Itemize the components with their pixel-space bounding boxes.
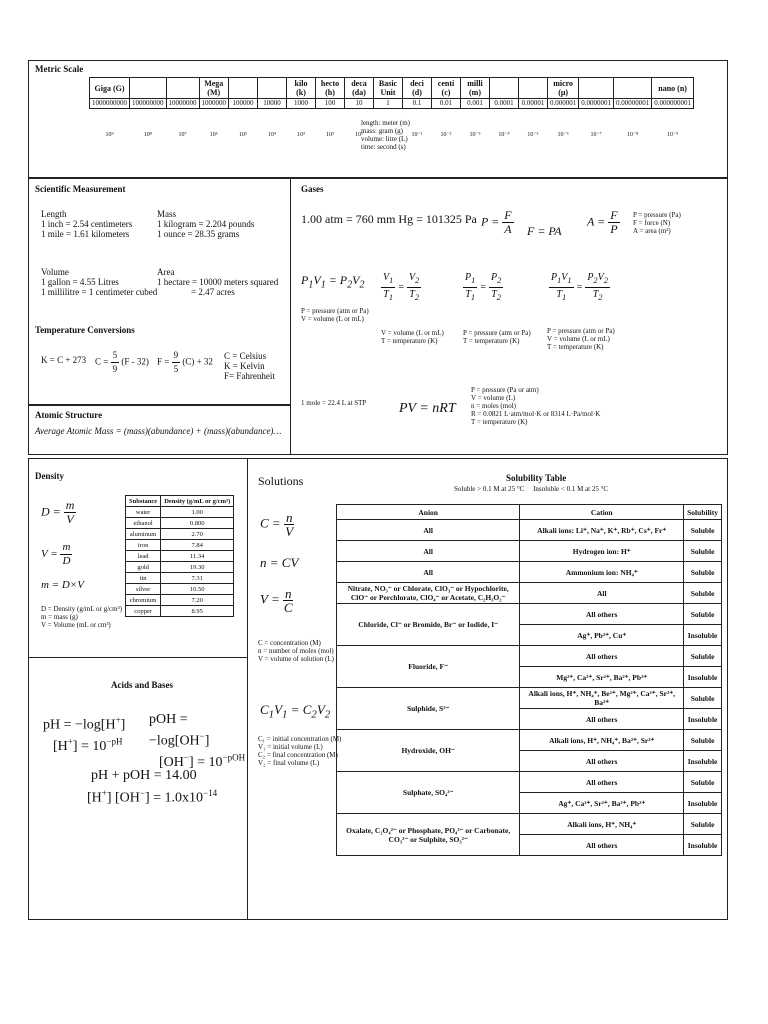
metric-power-cell: 10⁻³ — [469, 132, 481, 138]
metric-prefix-cell — [614, 78, 652, 99]
density-substance-cell: copper — [126, 606, 161, 617]
volume-title: Volume — [41, 267, 69, 277]
sol-cation-cell: All others — [520, 751, 684, 772]
sci-title: Scientific Measurement — [35, 184, 126, 194]
sol-cation-cell: All — [520, 583, 684, 604]
charles-law: $\frac{V_1}{T_1}$ = $\frac{V_2}{T_2}$ — [383, 272, 420, 302]
temp-title: Temperature Conversions — [35, 325, 135, 335]
density-table-header — [126, 496, 234, 507]
volume-formula: V = $\frac{m}{D}$ — [41, 541, 71, 567]
force-formula: F = PA — [527, 224, 562, 238]
prefix-row — [90, 78, 694, 99]
density-value-cell: 0.800 — [161, 518, 234, 529]
sol-solubility-cell: Soluble — [684, 772, 722, 793]
sol-cation-cell: Alkali ions: Li⁺, Na⁺, K⁺, Rb⁺, Cs⁺, Fr⁺ — [520, 520, 684, 541]
sol-solubility-cell: Soluble — [684, 814, 722, 835]
density-value-cell: 11.34 — [161, 551, 234, 562]
metric-value-cell: 0.001 — [461, 99, 490, 109]
solubility-row — [337, 541, 722, 562]
metric-prefix-cell: kilo (k) — [287, 78, 316, 99]
metric-power-cell: 10⁻¹ — [411, 132, 423, 138]
unit-time: time: second (s) — [361, 143, 406, 151]
density-value-cell: 1.00 — [161, 507, 234, 518]
boyle-legend — [301, 307, 369, 323]
density-row — [126, 562, 234, 573]
unit-length: length: meter (m) — [361, 119, 410, 127]
metric-prefix-cell: Mega (M) — [199, 78, 229, 99]
metric-power-cell: 10⁻⁶ — [557, 132, 569, 138]
sol-solubility-cell: Insoluble — [684, 793, 722, 814]
density-value-cell: 7.31 — [161, 573, 234, 584]
boyle-law: $P_1V_1 = P_2V_2$ — [301, 273, 365, 291]
sol-solubility-cell: Insoluble — [684, 751, 722, 772]
dilution-formula: $C_1V_1 = C_2V_2$ — [260, 702, 331, 721]
sol-cation-cell: Hydrogen ion: H⁺ — [520, 541, 684, 562]
density-formula: D = $\frac{m}{V}$ — [41, 498, 75, 526]
metric-prefix-cell: nano (n) — [652, 78, 694, 99]
metric-power-cell: 10⁹ — [105, 132, 114, 138]
sol-cation-cell: Alkali ions, H⁺, NH₄⁺, Ba²⁺, Sr²⁺ — [520, 730, 684, 751]
comb-legend-v: V = volume (L or mL) — [547, 335, 610, 343]
acids-title: Acids and Bases — [111, 680, 174, 690]
gay-lussac-law: $\frac{P_1}{T_1}$ = $\frac{P_2}{T_2}$ — [465, 272, 502, 302]
metric-value-cell: 1000000000 — [90, 99, 130, 109]
solubility-row — [337, 730, 722, 751]
sol-solubility-cell: Insoluble — [684, 667, 722, 688]
density-row — [126, 606, 234, 617]
sol-solubility-cell: Insoluble — [684, 625, 722, 646]
density-section — [28, 458, 248, 658]
density-row — [126, 595, 234, 606]
density-substance-cell: ethanol — [126, 518, 161, 529]
sol-header-cation: Cation — [520, 505, 684, 520]
gases-section — [290, 178, 728, 455]
metric-prefix-cell: Giga (G) — [90, 78, 130, 99]
density-value-cell: 7.84 — [161, 540, 234, 551]
metric-scale-section — [28, 60, 728, 178]
metric-value-cell: 100 — [316, 99, 345, 109]
metric-power-cell: 10⁸ — [143, 132, 152, 138]
density-row — [126, 573, 234, 584]
sol-cation-cell: Ammonium ion: NH₄⁺ — [520, 562, 684, 583]
metric-value-cell: 1000 — [287, 99, 316, 109]
solubility-row — [337, 646, 722, 667]
metric-value-cell: 10 — [345, 99, 374, 109]
charles-legend-t: T = temperature (K) — [381, 337, 438, 345]
solubility-subtitle: Soluble > 0.1 M at 25 °C Insoluble < 0.1 M at 25 °C — [454, 485, 609, 493]
metric-power-cell: 10⁻² — [440, 132, 452, 138]
sol-anion-cell: Fluoride, F⁻ — [337, 646, 520, 688]
volume-line-2: 1 millilitre = 1 centimeter cubed — [41, 287, 158, 297]
poh-formula: pOH = −log[OH−] $[OH^-] = 10^{-pOH}$ — [149, 712, 246, 771]
sol-anion-cell: Nitrate, NO₃⁻ or Chlorate, ClO₃⁻ or Hypochlorite, ClO⁻ or Perchlorate, ClO₄⁻ or Acetate, C₂H₃O₂⁻ — [337, 583, 520, 604]
density-value-cell: 7.20 — [161, 595, 234, 606]
ideal-legend — [471, 386, 600, 426]
density-substance-cell: water — [126, 507, 161, 518]
mass-block — [157, 209, 254, 239]
solutions-legend — [258, 639, 334, 663]
sol-header-anion: Anion — [337, 505, 520, 520]
metric-value-cell: 10000 — [258, 99, 287, 109]
mole-volume: 1 mole = 22.4 L at STP — [301, 399, 367, 407]
metric-value-cell: 10000000 — [166, 99, 199, 109]
density-value-cell: 8.95 — [161, 606, 234, 617]
sol-header-solubility: Solubility — [684, 505, 722, 520]
density-row — [126, 518, 234, 529]
ideal-legend-n: n = moles (mol) — [471, 402, 516, 410]
gases-title: Gases — [301, 184, 324, 194]
value-row — [90, 99, 694, 109]
ideal-gas-law: PV = nRT — [399, 401, 456, 416]
density-header-density: Density (g/mL or g/cm³) — [161, 496, 234, 507]
acids-bases-section — [28, 657, 248, 920]
boyle-legend-v: V = volume (L or mL) — [301, 315, 364, 323]
density-substance-cell: aluminum — [126, 529, 161, 540]
temp-legend-f: F= Fahrenheit — [224, 371, 275, 381]
temp-legend — [224, 351, 275, 381]
metric-prefix-cell — [490, 78, 519, 99]
pfa-legend-a: A = area (m²) — [633, 227, 671, 235]
density-substance-cell: gold — [126, 562, 161, 573]
sol-anion-cell: All — [337, 541, 520, 562]
density-substance-cell: tin — [126, 573, 161, 584]
dil-legend-v1: V₁ = initial volume (L) — [258, 743, 323, 751]
sol-solubility-cell: Soluble — [684, 583, 722, 604]
pfa-legend-f: F = force (N) — [633, 219, 671, 227]
mass-title: Mass — [157, 209, 177, 219]
metric-power-cell: 10⁻⁷ — [590, 132, 602, 138]
solution-volume-formula: V = $\frac{n}{C}$ — [260, 586, 293, 615]
length-line-2: 1 mile = 1.61 kilometers — [41, 229, 130, 239]
sol-cation-cell: All others — [520, 646, 684, 667]
solutions-section — [247, 458, 728, 920]
gay-legend-p: P = pressure (atm or Pa) — [463, 329, 531, 337]
metric-power-cell: 10⁵ — [238, 132, 248, 138]
density-legend-m: m = mass (g) — [41, 613, 78, 621]
gay-lussac-legend — [463, 329, 531, 345]
metric-value-cell: 1 — [374, 99, 403, 109]
metric-power-cell: 10⁻⁹ — [666, 132, 679, 138]
pfa-legend-p: P = pressure (Pa) — [633, 211, 681, 219]
comb-legend-t: T = temperature (K) — [547, 343, 604, 351]
sol-solubility-cell: Soluble — [684, 730, 722, 751]
metric-value-cell: 0.00000001 — [614, 99, 652, 109]
density-row — [126, 529, 234, 540]
metric-prefix-cell — [166, 78, 199, 99]
mass-line-2: 1 ounce = 28.35 grams — [157, 229, 240, 239]
atomic-structure-section — [28, 405, 291, 455]
sol-solubility-cell: Soluble — [684, 562, 722, 583]
area-title: Area — [157, 267, 175, 277]
metric-power-cell: 10⁴ — [267, 132, 277, 138]
ph-formula: pH = −log[H+] $[H^+] = 10^{-pH}$ — [43, 715, 126, 755]
metric-prefix-cell: micro (μ) — [548, 78, 579, 99]
area-block — [157, 267, 278, 297]
moles-formula: n = CV — [260, 555, 299, 570]
density-substance-cell: silver — [126, 584, 161, 595]
density-substance-cell: chromium — [126, 595, 161, 606]
scientific-measurement-section — [28, 178, 291, 405]
metric-power-cell: 10⁶ — [209, 132, 218, 138]
metric-prefix-cell: deca (da) — [345, 78, 374, 99]
sol-legend-v: V = volume of solution (L) — [258, 655, 334, 663]
kw-product: [H+] $[OH^-] = 1.0x10^{-14}$ — [87, 788, 218, 806]
combined-gas-law: $\frac{P_1V_1}{T_1}$ = $\frac{P_2V_2}{T_2}$ — [551, 272, 608, 302]
density-header-substance: Substance — [126, 496, 161, 507]
density-value-cell: 10.50 — [161, 584, 234, 595]
charles-legend-v: V = volume (L or mL) — [381, 329, 444, 337]
metric-value-cell: 0.0001 — [490, 99, 519, 109]
atomic-title: Atomic Structure — [35, 410, 103, 420]
solubility-row — [337, 583, 722, 604]
dil-legend-c1: C₁ = initial concentration (M) — [258, 735, 342, 743]
pfa-legend — [633, 211, 681, 235]
metric-prefix-cell: hecto (h) — [316, 78, 345, 99]
temp-c-formula: C = $\frac{5}{9}$ (F - 32) — [95, 350, 149, 374]
sol-anion-cell: Hydroxide, OH⁻ — [337, 730, 520, 772]
metric-value-cell: 0.0000001 — [579, 99, 614, 109]
density-row — [126, 540, 234, 551]
solutions-title: Solutions — [258, 474, 304, 488]
sol-solubility-cell: Soluble — [684, 604, 722, 625]
sol-anion-cell: Sulphate, SO₄²⁻ — [337, 772, 520, 814]
sol-legend-c: C = concentration (M) — [258, 639, 321, 647]
density-title: Density — [35, 471, 64, 481]
temp-legend-c: C = Celsius — [224, 351, 267, 361]
length-block — [41, 209, 132, 239]
sol-cation-cell: Mg²⁺, Ca²⁺, Sr²⁺, Ba²⁺, Pb²⁺ — [520, 667, 684, 688]
area-line-1: 1 hectare = 10000 meters squared — [157, 277, 279, 287]
sol-solubility-cell: Soluble — [684, 541, 722, 562]
volume-block — [41, 267, 157, 297]
metric-prefix-cell: milli (m) — [461, 78, 490, 99]
sol-cation-cell: All others — [520, 604, 684, 625]
sol-cation-cell: All others — [520, 772, 684, 793]
metric-power-cell: 10⁷ — [178, 132, 187, 138]
comb-legend-p: P = pressure (atm or Pa) — [547, 327, 615, 335]
sol-solubility-cell: Soluble — [684, 520, 722, 541]
temp-legend-k: K = Kelvin — [224, 361, 265, 371]
atm-equation: 1.00 atm = 760 mm Hg = 101325 Pa — [301, 212, 477, 226]
sol-solubility-cell: Insoluble — [684, 835, 722, 856]
pressure-formula: P = $\frac{F}{A}$ — [481, 208, 512, 236]
metric-power-cell: 10⁻⁵ — [527, 132, 539, 138]
sol-anion-cell: All — [337, 562, 520, 583]
solubility-header — [337, 505, 722, 520]
metric-prefix-cell — [229, 78, 258, 99]
sol-cation-cell: All others — [520, 709, 684, 730]
temp-f-formula: F = $\frac{9}{5}$ (C) + 32 — [157, 350, 213, 374]
solubility-row — [337, 814, 722, 835]
metric-prefix-cell — [519, 78, 548, 99]
sol-legend-n: n = number of moles (mol) — [258, 647, 334, 655]
dil-legend-c2: C₂ = final concentration (M) — [258, 751, 338, 759]
mass-line-1: 1 kilogram = 2.204 pounds — [157, 219, 255, 229]
metric-prefix-cell — [258, 78, 287, 99]
metric-value-cell: 100000 — [229, 99, 258, 109]
length-title: Length — [41, 209, 67, 219]
unit-mass: mass: gram (g) — [361, 127, 403, 135]
metric-title: Metric Scale — [35, 64, 84, 74]
sol-cation-cell: Alkali ions, H⁺, NH₄⁺, Be²⁺, Mg²⁺, Ca²⁺, Sr²⁺, Ba²⁺ — [520, 688, 684, 709]
density-row — [126, 584, 234, 595]
boyle-legend-p: P = pressure (atm or Pa) — [301, 307, 369, 315]
dil-legend-v2: V₂ = final volume (L) — [258, 759, 320, 767]
metric-value-cell: 0.00001 — [519, 99, 548, 109]
metric-value-cell: 0.000001 — [548, 99, 579, 109]
metric-prefix-cell: Basic Unit — [374, 78, 403, 99]
dilution-legend — [258, 735, 341, 767]
length-line-1: 1 inch = 2.54 centimeters — [41, 219, 133, 229]
density-row — [126, 507, 234, 518]
solubility-row — [337, 604, 722, 625]
charles-legend — [381, 329, 444, 345]
area-formula: A = $\frac{F}{P}$ — [587, 208, 618, 236]
area-line-2: = 2.47 acres — [191, 287, 235, 297]
ideal-legend-p: P = pressure (Pa or atm) — [471, 386, 539, 394]
atomic-equation: Average Atomic Mass = (mass)(abundance) + (mass)(abundance)… — [35, 426, 282, 436]
sol-anion-cell: Sulphide, S²⁻ — [337, 688, 520, 730]
sol-anion-cell: Chloride, Cl⁻ or Bromide, Br⁻ or Iodide, I⁻ — [337, 604, 520, 646]
gay-legend-t: T = temperature (K) — [463, 337, 520, 345]
ideal-legend-t: T = temperature (K) — [471, 418, 528, 426]
metric-power-cell: 10² — [326, 132, 334, 138]
solubility-row — [337, 772, 722, 793]
sol-anion-cell: All — [337, 520, 520, 541]
solubility-row — [337, 688, 722, 709]
density-value-cell: 19.30 — [161, 562, 234, 573]
kw-formula: pH + pOH = 14.00 — [91, 768, 197, 783]
metric-prefix-cell — [130, 78, 167, 99]
unit-volume: volume: litre (L) — [361, 135, 408, 143]
solubility-row — [337, 562, 722, 583]
metric-power-cell: 10⁻⁴ — [498, 132, 510, 138]
sol-anion-cell: Oxalate, C₂O₄²⁻ or Phosphate, PO₄³⁻ or Carbonate, CO₃²⁻ or Sulphite, SO₃²⁻ — [337, 814, 520, 856]
metric-value-cell: 0.000000001 — [652, 99, 694, 109]
metric-value-cell: 0.1 — [403, 99, 432, 109]
sol-solubility-cell: Soluble — [684, 646, 722, 667]
sol-solubility-cell: Insoluble — [684, 709, 722, 730]
density-row — [126, 551, 234, 562]
metric-power-cell: 10⁻⁸ — [626, 132, 639, 138]
sol-cation-cell: Ag⁺, Pb²⁺, Cu⁺ — [520, 625, 684, 646]
combined-legend — [547, 327, 615, 351]
ideal-legend-v: V = volume (L) — [471, 394, 516, 402]
density-value-cell: 2.70 — [161, 529, 234, 540]
volume-line-1: 1 gallon = 4.55 Litres — [41, 277, 119, 287]
mass-formula: m = D×V — [41, 579, 84, 591]
ideal-legend-r: R = 0.0821 L·atm/mol·K or 8314 L·Pa/mol·K — [471, 410, 601, 418]
metric-prefix-cell: centi (c) — [432, 78, 461, 99]
concentration-formula: C = $\frac{n}{V}$ — [260, 510, 294, 539]
metric-value-cell: 100000000 — [130, 99, 167, 109]
metric-value-cell: 1000000 — [199, 99, 229, 109]
density-legend — [41, 605, 122, 629]
metric-value-cell: 0.01 — [432, 99, 461, 109]
solubility-row — [337, 520, 722, 541]
sol-cation-cell: Ag⁺, Ca²⁺, Sr²⁺, Ba²⁺, Pb²⁺ — [520, 793, 684, 814]
density-table — [125, 495, 234, 617]
density-substance-cell: lead — [126, 551, 161, 562]
sol-cation-cell: All others — [520, 835, 684, 856]
metric-prefix-cell: deci (d) — [403, 78, 432, 99]
sol-solubility-cell: Soluble — [684, 688, 722, 709]
density-legend-d: D = Density (g/mL or g/cm³) — [41, 605, 123, 613]
solubility-table — [336, 504, 722, 856]
density-substance-cell: iron — [126, 540, 161, 551]
metric-power-cell: 10¹ — [355, 132, 363, 138]
metric-power-cell: 10³ — [297, 132, 305, 138]
unit-list — [361, 119, 410, 151]
sol-cation-cell: Alkali ions, H⁺, NH₄⁺ — [520, 814, 684, 835]
metric-prefix-cell — [579, 78, 614, 99]
solubility-title: Solubility Table — [506, 473, 567, 483]
temp-k-formula: K = C + 273 — [41, 355, 87, 365]
density-legend-v: V = Volume (mL or cm³) — [41, 621, 111, 629]
